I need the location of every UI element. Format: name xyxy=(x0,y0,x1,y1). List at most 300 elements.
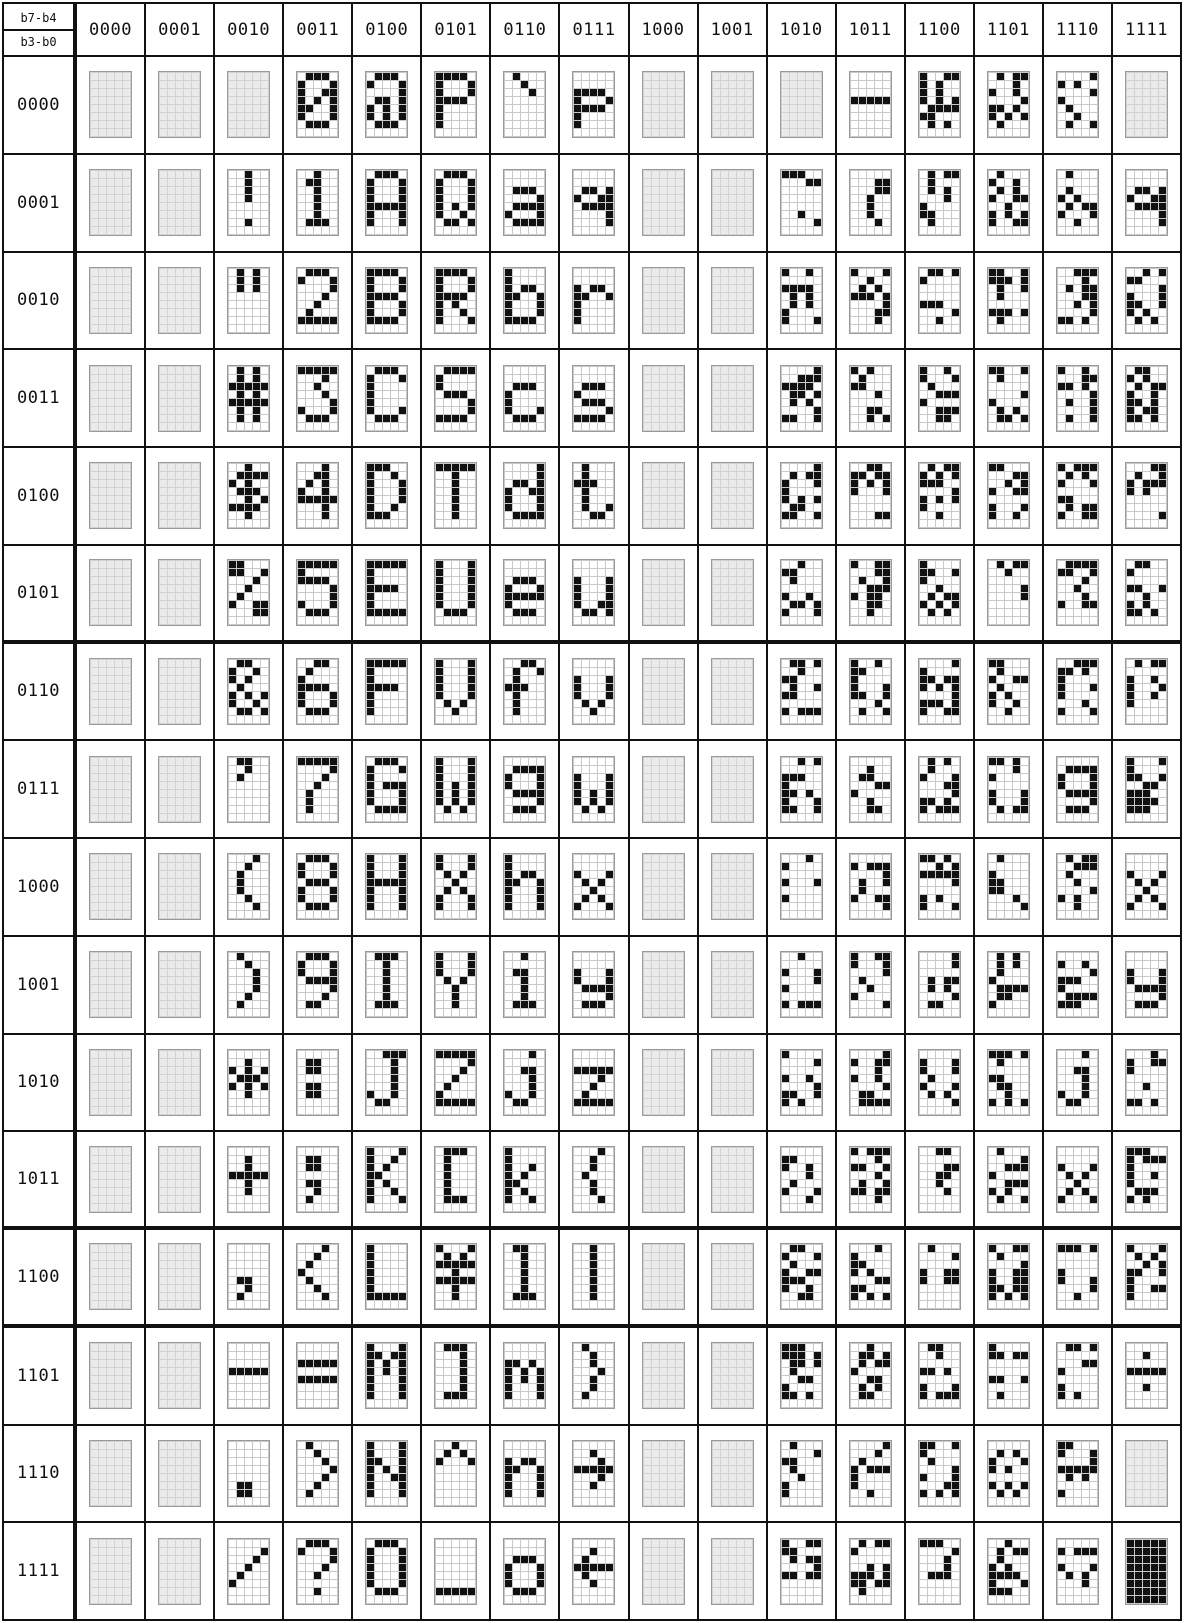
dot-matrix-glyph-n xyxy=(503,1440,546,1507)
dot-matrix-glyph-u30e5 xyxy=(780,1342,823,1409)
glyph-cell-0010-0011 xyxy=(215,350,284,448)
empty-glyph-grid xyxy=(89,951,132,1018)
empty-glyph-grid xyxy=(158,559,201,626)
dot-matrix-glyph-uf1 xyxy=(1056,1440,1099,1507)
dot-matrix-glyph-f xyxy=(365,658,408,725)
glyph-cell-0100-1100 xyxy=(353,1230,422,1328)
glyph-cell-1101-1101 xyxy=(975,1328,1044,1426)
dot-matrix-glyph-u2588 xyxy=(1125,1538,1168,1605)
dot-matrix-glyph-u30e9 xyxy=(987,756,1030,823)
glyph-cell-1000-1101 xyxy=(630,1328,699,1426)
glyph-cell-0101-1110 xyxy=(422,1426,491,1524)
dot-matrix-glyph-u40 xyxy=(365,71,408,138)
glyph-cell-1111-0011 xyxy=(1113,350,1182,448)
glyph-cell-0011-0011 xyxy=(284,350,353,448)
dot-matrix-glyph-u3c3 xyxy=(1056,559,1099,626)
empty-glyph-grid xyxy=(711,169,754,236)
dot-matrix-glyph-u2f xyxy=(227,1538,270,1605)
dot-matrix-glyph-u30a4 xyxy=(849,267,892,334)
glyph-cell-0001-1011 xyxy=(146,1132,215,1230)
glyph-cell-1011-1010 xyxy=(837,1035,906,1133)
glyph-cell-0100-0111 xyxy=(353,741,422,839)
dot-matrix-glyph-z xyxy=(434,1049,477,1116)
glyph-cell-0001-0010 xyxy=(146,253,215,351)
dot-matrix-glyph-s xyxy=(572,365,615,432)
glyph-cell-1111-1011 xyxy=(1113,1132,1182,1230)
row-header-0110: 0110 xyxy=(2,644,77,742)
glyph-cell-1000-0111 xyxy=(630,741,699,839)
dot-matrix-glyph-ua5 xyxy=(434,1243,477,1310)
glyph-cell-1011-0001 xyxy=(837,155,906,253)
dot-matrix-glyph-l xyxy=(365,1243,408,1310)
dot-matrix-glyph-u30b5 xyxy=(849,1146,892,1213)
glyph-cell-0001-1001 xyxy=(146,937,215,1035)
empty-glyph-grid xyxy=(711,1342,754,1409)
glyph-cell-1111-1110 xyxy=(1113,1426,1182,1524)
glyph-cell-0110-1100 xyxy=(491,1230,560,1328)
glyph-cell-0100-1101 xyxy=(353,1328,422,1426)
empty-glyph-grid xyxy=(711,1538,754,1605)
dot-matrix-glyph-u2b xyxy=(227,1146,270,1213)
glyph-cell-1011-0100 xyxy=(837,448,906,546)
column-header-0000: 0000 xyxy=(77,2,146,57)
dot-matrix-glyph-a xyxy=(503,169,546,236)
dot-matrix-glyph-b xyxy=(365,267,408,334)
glyph-cell-1110-0011 xyxy=(1044,350,1113,448)
empty-glyph-grid xyxy=(642,951,685,1018)
glyph-cell-0111-1110 xyxy=(560,1426,629,1524)
dot-matrix-glyph-u30b9 xyxy=(849,1342,892,1409)
empty-glyph-grid xyxy=(711,1243,754,1310)
column-header-1010: 1010 xyxy=(768,2,837,57)
dot-matrix-glyph-u30b3 xyxy=(849,1049,892,1116)
glyph-cell-0110-0111 xyxy=(491,741,560,839)
row-header-1100: 1100 xyxy=(2,1230,77,1328)
dot-matrix-glyph-y xyxy=(572,951,615,1018)
empty-glyph-grid xyxy=(642,1440,685,1507)
glyph-cell-0000-1100 xyxy=(77,1230,146,1328)
glyph-cell-0100-1001 xyxy=(353,937,422,1035)
dot-matrix-glyph-u xyxy=(434,559,477,626)
dot-matrix-glyph-a xyxy=(365,169,408,236)
empty-glyph-grid xyxy=(89,756,132,823)
glyph-cell-1101-1001 xyxy=(975,937,1044,1035)
glyph-cell-1001-0101 xyxy=(699,546,768,644)
glyph-cell-1010-0110 xyxy=(768,644,837,742)
dot-matrix-glyph-u2d xyxy=(849,71,892,138)
dot-matrix-glyph-u30ad xyxy=(849,756,892,823)
dot-matrix-glyph-u3b8 xyxy=(1125,267,1168,334)
dot-matrix-glyph-o xyxy=(503,1538,546,1605)
dot-matrix-glyph-r xyxy=(434,267,477,334)
glyph-cell-1010-0100 xyxy=(768,448,837,546)
glyph-cell-0111-0001 xyxy=(560,155,629,253)
glyph-cell-1111-1001 xyxy=(1113,937,1182,1035)
dot-matrix-glyph-u30e3 xyxy=(780,1243,823,1310)
empty-glyph-grid xyxy=(158,951,201,1018)
glyph-cell-1001-0100 xyxy=(699,448,768,546)
glyph-cell-0010-0010 xyxy=(215,253,284,351)
glyph-cell-0011-0010 xyxy=(284,253,353,351)
row-header-1111: 1111 xyxy=(2,1523,77,1621)
dot-matrix-glyph-u30c6 xyxy=(918,365,961,432)
dot-matrix-glyph-u26 xyxy=(227,658,270,725)
glyph-cell-0011-1111 xyxy=(284,1523,353,1621)
dot-matrix-glyph-u30c3 xyxy=(780,1538,823,1605)
glyph-cell-1011-0011 xyxy=(837,350,906,448)
glyph-cell-0000-1001 xyxy=(77,937,146,1035)
glyph-cell-1110-1010 xyxy=(1044,1035,1113,1133)
glyph-cell-0111-1111 xyxy=(560,1523,629,1621)
column-header-1110: 1110 xyxy=(1044,2,1113,57)
dot-matrix-glyph-x xyxy=(1056,1146,1099,1213)
glyph-cell-1110-0000 xyxy=(1044,57,1113,155)
dot-matrix-glyph-u30e1 xyxy=(987,267,1030,334)
empty-glyph-grid xyxy=(89,658,132,725)
dot-matrix-glyph-u30ea xyxy=(987,853,1030,920)
empty-glyph-grid xyxy=(158,267,201,334)
dot-matrix-glyph-d xyxy=(365,462,408,529)
glyph-cell-1001-0000 xyxy=(699,57,768,155)
dot-matrix-glyph-u2190 xyxy=(572,1538,615,1605)
empty-glyph-grid xyxy=(642,1243,685,1310)
dot-matrix-glyph-u3c1 xyxy=(1056,658,1099,725)
column-header-0100: 0100 xyxy=(353,2,422,57)
glyph-cell-0000-0011 xyxy=(77,350,146,448)
glyph-cell-0101-1100 xyxy=(422,1230,491,1328)
empty-glyph-grid xyxy=(89,365,132,432)
dot-matrix-glyph-y xyxy=(1125,951,1168,1018)
glyph-cell-0110-1010 xyxy=(491,1035,560,1133)
dot-matrix-glyph-q xyxy=(1125,169,1168,236)
glyph-cell-0011-0111 xyxy=(284,741,353,839)
glyph-cell-0100-0101 xyxy=(353,546,422,644)
glyph-cell-0101-0001 xyxy=(422,155,491,253)
column-header-0110: 0110 xyxy=(491,2,560,57)
glyph-cell-1010-1010 xyxy=(768,1035,837,1133)
dot-matrix-glyph-u3002 xyxy=(780,169,823,236)
dot-matrix-glyph-u3b1 xyxy=(1056,71,1099,138)
dot-matrix-glyph-u30a1 xyxy=(780,756,823,823)
dot-matrix-glyph-u30e6 xyxy=(987,559,1030,626)
glyph-cell-0100-1010 xyxy=(353,1035,422,1133)
dot-matrix-glyph-u21 xyxy=(227,169,270,236)
empty-glyph-grid xyxy=(89,267,132,334)
dot-matrix-glyph-u27 xyxy=(227,756,270,823)
dot-matrix-glyph-u30d8 xyxy=(918,1342,961,1409)
glyph-cell-0010-0100 xyxy=(215,448,284,546)
dot-matrix-glyph-0 xyxy=(296,71,339,138)
dot-matrix-glyph-u30cf xyxy=(918,1049,961,1116)
glyph-cell-0101-1101 xyxy=(422,1328,491,1426)
dot-matrix-glyph-q xyxy=(572,169,615,236)
dot-matrix-glyph-u300c xyxy=(780,267,823,334)
dot-matrix-glyph-u25 xyxy=(227,559,270,626)
glyph-cell-1011-0000 xyxy=(837,57,906,155)
glyph-cell-0001-1111 xyxy=(146,1523,215,1621)
glyph-cell-0001-1100 xyxy=(146,1230,215,1328)
dot-matrix-glyph-u30a8 xyxy=(849,462,892,529)
dot-matrix-glyph-u30aa xyxy=(849,559,892,626)
glyph-cell-0011-0100 xyxy=(284,448,353,546)
dot-matrix-glyph-5 xyxy=(296,559,339,626)
glyph-cell-1000-0101 xyxy=(630,546,699,644)
dot-matrix-glyph-u30e8 xyxy=(987,658,1030,725)
empty-glyph-grid xyxy=(158,853,201,920)
glyph-cell-1111-1111 xyxy=(1113,1523,1182,1621)
glyph-cell-0110-1011 xyxy=(491,1132,560,1230)
empty-glyph-grid xyxy=(711,71,754,138)
dot-matrix-glyph-u5343 xyxy=(1125,1049,1168,1116)
dot-matrix-glyph-uf7 xyxy=(1125,1342,1168,1409)
glyph-cell-0010-0111 xyxy=(215,741,284,839)
glyph-cell-0010-1010 xyxy=(215,1035,284,1133)
dot-matrix-glyph-m xyxy=(365,1342,408,1409)
dot-matrix-glyph-u30e7 xyxy=(780,1440,823,1507)
column-header-0111: 0111 xyxy=(560,2,629,57)
glyph-cell-1110-1110 xyxy=(1044,1426,1113,1524)
dot-matrix-glyph-u30db xyxy=(918,1440,961,1507)
dot-matrix-glyph-c xyxy=(365,365,408,432)
dot-matrix-glyph-u4e07 xyxy=(1125,1146,1168,1213)
dot-matrix-glyph-u3001 xyxy=(780,462,823,529)
glyph-cell-0111-1100 xyxy=(560,1230,629,1328)
dot-matrix-glyph-k xyxy=(365,1146,408,1213)
glyph-cell-1101-0111 xyxy=(975,741,1044,839)
row-header-0000: 0000 xyxy=(2,57,77,155)
glyph-cell-0101-0010 xyxy=(422,253,491,351)
dot-matrix-glyph-u30ec xyxy=(987,1049,1030,1116)
empty-glyph-grid xyxy=(227,71,270,138)
dot-matrix-glyph-u30a5 xyxy=(780,951,823,1018)
dot-matrix-glyph-u5186 xyxy=(1125,1243,1168,1310)
glyph-cell-1110-1111 xyxy=(1044,1523,1113,1621)
glyph-cell-1100-1100 xyxy=(906,1230,975,1328)
dot-matrix-glyph-u3e xyxy=(296,1440,339,1507)
glyph-cell-0101-0011 xyxy=(422,350,491,448)
dot-matrix-glyph-r xyxy=(572,267,615,334)
dot-matrix-glyph-u5e xyxy=(434,1440,477,1507)
empty-glyph-grid xyxy=(158,1342,201,1409)
glyph-cell-0111-1000 xyxy=(560,839,629,937)
dot-matrix-glyph-u30a3 xyxy=(780,853,823,920)
dot-matrix-glyph-s xyxy=(434,365,477,432)
glyph-cell-0011-0000 xyxy=(284,57,353,155)
column-header-1001: 1001 xyxy=(699,2,768,57)
column-header-1101: 1101 xyxy=(975,2,1044,57)
empty-glyph-grid xyxy=(642,365,685,432)
glyph-cell-1001-0010 xyxy=(699,253,768,351)
glyph-cell-1110-0101 xyxy=(1044,546,1113,644)
empty-glyph-grid xyxy=(89,853,132,920)
dot-matrix-glyph-u3b2 xyxy=(1056,267,1099,334)
dot-matrix-glyph-i xyxy=(365,951,408,1018)
empty-glyph-grid xyxy=(711,365,754,432)
glyph-cell-1001-1010 xyxy=(699,1035,768,1133)
empty-glyph-grid xyxy=(158,756,201,823)
glyph-cell-0000-0111 xyxy=(77,741,146,839)
empty-glyph-grid xyxy=(642,658,685,725)
glyph-cell-1001-1000 xyxy=(699,839,768,937)
dot-matrix-glyph-ufc xyxy=(1125,559,1168,626)
glyph-cell-1001-0011 xyxy=(699,350,768,448)
glyph-cell-0101-0101 xyxy=(422,546,491,644)
bit-range-corner-header xyxy=(2,2,77,57)
glyph-cell-1000-1111 xyxy=(630,1523,699,1621)
glyph-cell-0110-0011 xyxy=(491,350,560,448)
glyph-cell-1001-1001 xyxy=(699,937,768,1035)
dot-matrix-glyph-1 xyxy=(296,169,339,236)
dot-matrix-glyph-2 xyxy=(296,267,339,334)
dot-matrix-glyph-u3bc xyxy=(1056,462,1099,529)
glyph-cell-0010-1110 xyxy=(215,1426,284,1524)
empty-glyph-grid xyxy=(89,1538,132,1605)
glyph-cell-1000-0011 xyxy=(630,350,699,448)
dot-matrix-glyph-u30c4 xyxy=(918,267,961,334)
dot-matrix-glyph-u30a6 xyxy=(849,365,892,432)
glyph-cell-0000-0101 xyxy=(77,546,146,644)
glyph-cell-0010-0101 xyxy=(215,546,284,644)
glyph-cell-0100-0011 xyxy=(353,350,422,448)
glyph-cell-1000-1001 xyxy=(630,937,699,1035)
glyph-cell-1110-1001 xyxy=(1044,937,1113,1035)
dot-matrix-glyph-p xyxy=(572,71,615,138)
upper-bits-label: b7-b4 xyxy=(4,7,73,31)
glyph-cell-0000-1110 xyxy=(77,1426,146,1524)
empty-glyph-grid xyxy=(89,1049,132,1116)
empty-glyph-grid xyxy=(158,1049,201,1116)
dot-matrix-glyph-u3c0 xyxy=(1125,756,1168,823)
dot-matrix-glyph-t xyxy=(572,462,615,529)
glyph-cell-1110-1011 xyxy=(1044,1132,1113,1230)
glyph-cell-1011-1000 xyxy=(837,839,906,937)
glyph-cell-0001-0101 xyxy=(146,546,215,644)
empty-glyph-grid xyxy=(158,1243,201,1310)
glyph-cell-0011-0001 xyxy=(284,155,353,253)
glyph-cell-1000-0001 xyxy=(630,155,699,253)
dot-matrix-glyph-u5d xyxy=(434,1342,477,1409)
glyph-cell-0111-0101 xyxy=(560,546,629,644)
glyph-cell-0101-1111 xyxy=(422,1523,491,1621)
glyph-cell-0010-0110 xyxy=(215,644,284,742)
dot-matrix-glyph-u30bf xyxy=(918,71,961,138)
glyph-cell-0001-0011 xyxy=(146,350,215,448)
glyph-cell-0110-0001 xyxy=(491,155,560,253)
glyph-cell-1111-0110 xyxy=(1113,644,1182,742)
row-header-1000: 1000 xyxy=(2,839,77,937)
row-header-0101: 0101 xyxy=(2,546,77,644)
dot-matrix-glyph-g xyxy=(365,756,408,823)
glyph-cell-1101-0010 xyxy=(975,253,1044,351)
glyph-cell-0100-0010 xyxy=(353,253,422,351)
glyph-cell-1000-1110 xyxy=(630,1426,699,1524)
dot-matrix-glyph-u300d xyxy=(780,365,823,432)
empty-glyph-grid xyxy=(711,658,754,725)
empty-glyph-grid xyxy=(158,462,201,529)
empty-glyph-grid xyxy=(158,1146,201,1213)
dot-matrix-glyph-c xyxy=(503,365,546,432)
glyph-cell-1100-1101 xyxy=(906,1328,975,1426)
glyph-cell-1100-1111 xyxy=(906,1523,975,1621)
dot-matrix-glyph-j xyxy=(365,1049,408,1116)
glyph-cell-1101-1011 xyxy=(975,1132,1044,1230)
glyph-cell-0011-1101 xyxy=(284,1328,353,1426)
glyph-cell-0000-1111 xyxy=(77,1523,146,1621)
empty-glyph-grid xyxy=(711,1146,754,1213)
dot-matrix-glyph-u30b7 xyxy=(849,1243,892,1310)
glyph-cell-1000-1011 xyxy=(630,1132,699,1230)
dot-matrix-glyph-u5b xyxy=(434,1146,477,1213)
glyph-cell-0000-0110 xyxy=(77,644,146,742)
glyph-cell-0000-1101 xyxy=(77,1328,146,1426)
empty-glyph-grid xyxy=(711,559,754,626)
dot-matrix-glyph-x xyxy=(572,853,615,920)
empty-glyph-grid xyxy=(642,169,685,236)
glyph-cell-0011-1001 xyxy=(284,937,353,1035)
dot-matrix-glyph-u24 xyxy=(227,462,270,529)
glyph-cell-0110-1111 xyxy=(491,1523,560,1621)
glyph-cell-1010-1110 xyxy=(768,1426,837,1524)
dot-matrix-glyph-u5f xyxy=(434,1538,477,1605)
glyph-cell-1100-1001 xyxy=(906,937,975,1035)
glyph-cell-0001-0001 xyxy=(146,155,215,253)
dot-matrix-glyph-x xyxy=(434,853,477,920)
dot-matrix-glyph-v xyxy=(434,658,477,725)
glyph-cell-1101-0100 xyxy=(975,448,1044,546)
glyph-cell-1001-1100 xyxy=(699,1230,768,1328)
dot-matrix-glyph-x xyxy=(1125,853,1168,920)
empty-glyph-grid xyxy=(158,71,201,138)
glyph-cell-1001-1101 xyxy=(699,1328,768,1426)
glyph-cell-1011-0111 xyxy=(837,741,906,839)
glyph-cell-0111-1011 xyxy=(560,1132,629,1230)
dot-matrix-glyph-g xyxy=(503,756,546,823)
glyph-cell-1101-0001 xyxy=(975,155,1044,253)
glyph-cell-0100-0001 xyxy=(353,155,422,253)
empty-glyph-grid xyxy=(158,1440,201,1507)
glyph-cell-1100-0000 xyxy=(906,57,975,155)
glyph-cell-1101-0101 xyxy=(975,546,1044,644)
empty-glyph-grid xyxy=(158,658,201,725)
dot-matrix-glyph-u2e xyxy=(227,1440,270,1507)
glyph-cell-0100-1011 xyxy=(353,1132,422,1230)
dot-matrix-glyph-g xyxy=(1056,756,1099,823)
dot-matrix-glyph-f xyxy=(503,658,546,725)
glyph-cell-0101-1010 xyxy=(422,1035,491,1133)
dot-matrix-glyph-u30ed xyxy=(987,1146,1030,1213)
empty-glyph-grid xyxy=(642,1146,685,1213)
glyph-cell-1111-0010 xyxy=(1113,253,1182,351)
dot-matrix-glyph-ue4 xyxy=(1056,169,1099,236)
glyph-cell-1100-0010 xyxy=(906,253,975,351)
dot-matrix-glyph-9 xyxy=(296,951,339,1018)
empty-glyph-grid xyxy=(711,267,754,334)
dot-matrix-glyph-w xyxy=(434,756,477,823)
dot-matrix-glyph-ub9 xyxy=(1056,951,1099,1018)
dot-matrix-glyph-i xyxy=(503,951,546,1018)
column-header-1100: 1100 xyxy=(906,2,975,57)
glyph-cell-1110-1101 xyxy=(1044,1328,1113,1426)
dot-matrix-glyph-u30ef xyxy=(987,1243,1030,1310)
dot-matrix-glyph-u30d2 xyxy=(918,1146,961,1213)
glyph-cell-1011-1110 xyxy=(837,1426,906,1524)
glyph-cell-0101-1000 xyxy=(422,839,491,937)
glyph-cell-0001-0100 xyxy=(146,448,215,546)
glyph-cell-0010-1101 xyxy=(215,1328,284,1426)
empty-glyph-grid xyxy=(711,1049,754,1116)
empty-glyph-grid xyxy=(711,951,754,1018)
glyph-cell-1000-0100 xyxy=(630,448,699,546)
